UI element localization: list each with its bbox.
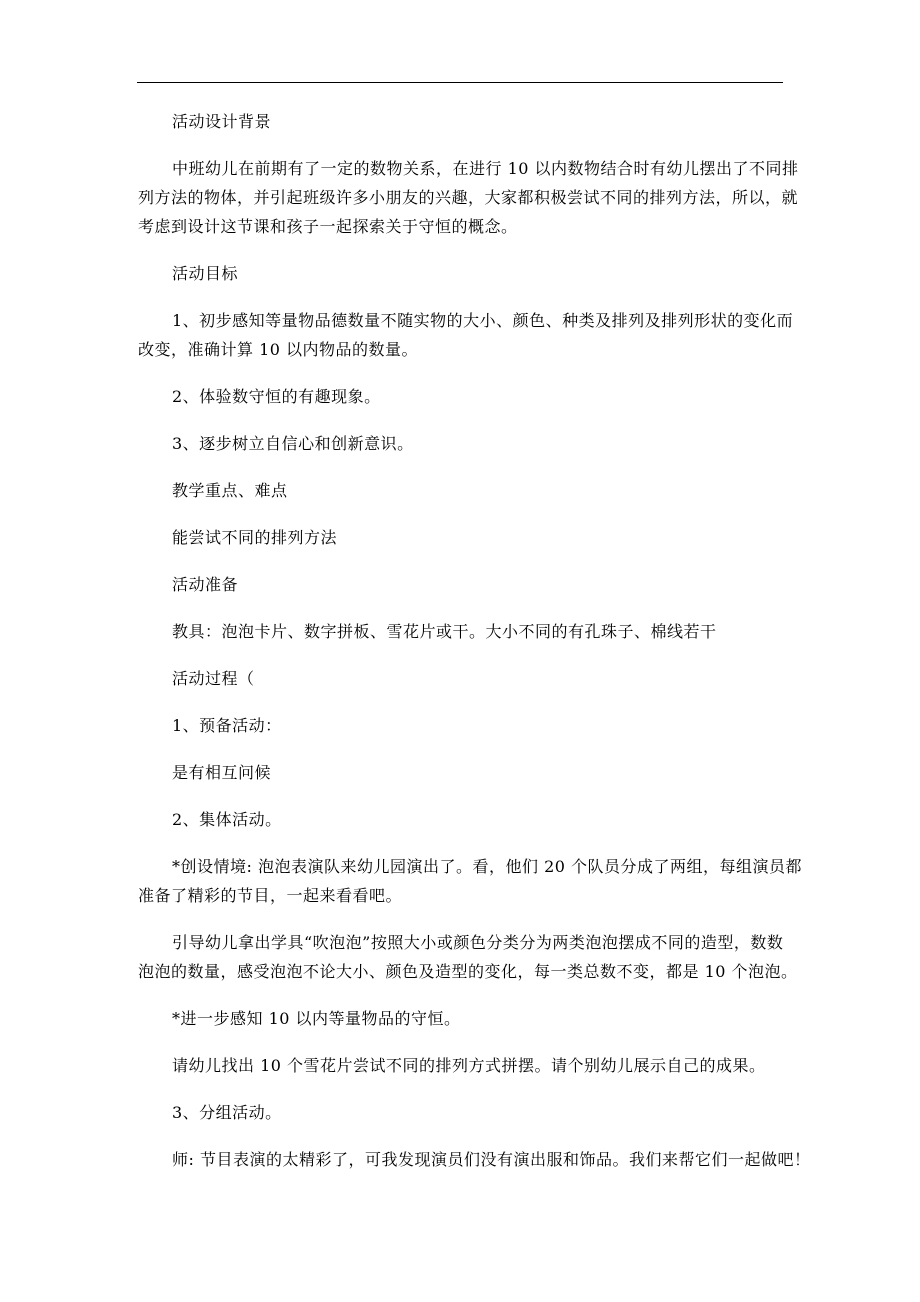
paragraph [138, 259, 786, 288]
paragraph-line: 引导幼儿拿出学具“吹泡泡”按照大小或颜色分类分为两类泡泡摆成不同的造型，数数 [172, 933, 784, 952]
paragraph [138, 382, 786, 411]
paragraph [138, 154, 799, 241]
paragraph [138, 429, 786, 458]
paragraph [138, 570, 786, 599]
paragraph-line: 活动设计背景 [172, 112, 272, 131]
paragraph [138, 476, 786, 505]
paragraph-line: 请幼儿找出 10 个雪花片尝试不同的排列方式拼摆。请个别幼儿展示自己的成果。 [172, 1056, 766, 1075]
paragraph-line: 3、逐步树立自信心和创新意识。 [172, 434, 414, 453]
paragraph-line: 活动准备 [172, 575, 239, 594]
paragraph [138, 1004, 786, 1033]
paragraph [138, 711, 786, 740]
paragraph-line: 教具：泡泡卡片、数字拼板、雪花片或干。大小不同的有孔珠子、棉线若干 [172, 622, 717, 641]
paragraph-line: 1、预备活动： [172, 716, 282, 735]
paragraph [138, 852, 803, 910]
paragraph-line: 1、初步感知等量物品德数量不随实物的大小、颜色、种类及排列及排列形状的变化而 [172, 311, 794, 330]
paragraph [138, 306, 794, 364]
paragraph [138, 1145, 811, 1174]
paragraph-line: 是有相互问候 [172, 763, 272, 782]
paragraph-line: 师: 节目表演的太精彩了，可我发现演员们没有演出服和饰品。我们来帮它们一起做吧！ [172, 1150, 811, 1169]
paragraph-line: 泡泡的数量，感受泡泡不论大小、颜色及造型的变化，每一类总数不变，都是 10 个泡泡。 [138, 962, 798, 981]
paragraph [138, 664, 786, 693]
paragraph [138, 617, 786, 646]
paragraph-line: 列方法的物体，并引起班级许多小朋友的兴趣，大家都积极尝试不同的排列方法，所以，就 [138, 188, 799, 207]
paragraph [138, 1098, 786, 1127]
paragraph-line: 活动目标 [172, 264, 239, 283]
paragraph-line: 能尝试不同的排列方法 [172, 528, 338, 547]
paragraph-line: 准备了精彩的节目，一起来看看吧。 [138, 886, 403, 905]
paragraph-line: 2、体验数守恒的有趣现象。 [172, 387, 381, 406]
paragraph [138, 928, 798, 986]
paragraph-line: *进一步感知 10 以内等量物品的守恒。 [172, 1009, 461, 1028]
paragraph [138, 758, 786, 787]
paragraph-line: *创设情境: 泡泡表演队来幼儿园演出了。看，他们 20 个队员分成了两组，每组演员都 [172, 857, 803, 876]
document-body [138, 107, 811, 1192]
paragraph-line: 活动过程（ [172, 669, 255, 688]
paragraph [138, 107, 786, 136]
paragraph-line: 考虑到设计这节课和孩子一起探索关于守恒的概念。 [138, 217, 518, 236]
header-rule [137, 82, 783, 83]
paragraph-line: 教学重点、难点 [172, 481, 288, 500]
paragraph-line: 改变，准确计算 10 以内物品的数量。 [138, 340, 419, 359]
paragraph-line: 3、分组活动。 [172, 1103, 282, 1122]
paragraph [138, 523, 786, 552]
paragraph-line: 中班幼儿在前期有了一定的数物关系，在进行 10 以内数物结合时有幼儿摆出了不同排 [172, 159, 799, 178]
paragraph-line: 2、集体活动。 [172, 810, 282, 829]
paragraph [138, 1051, 786, 1080]
paragraph [138, 805, 786, 834]
